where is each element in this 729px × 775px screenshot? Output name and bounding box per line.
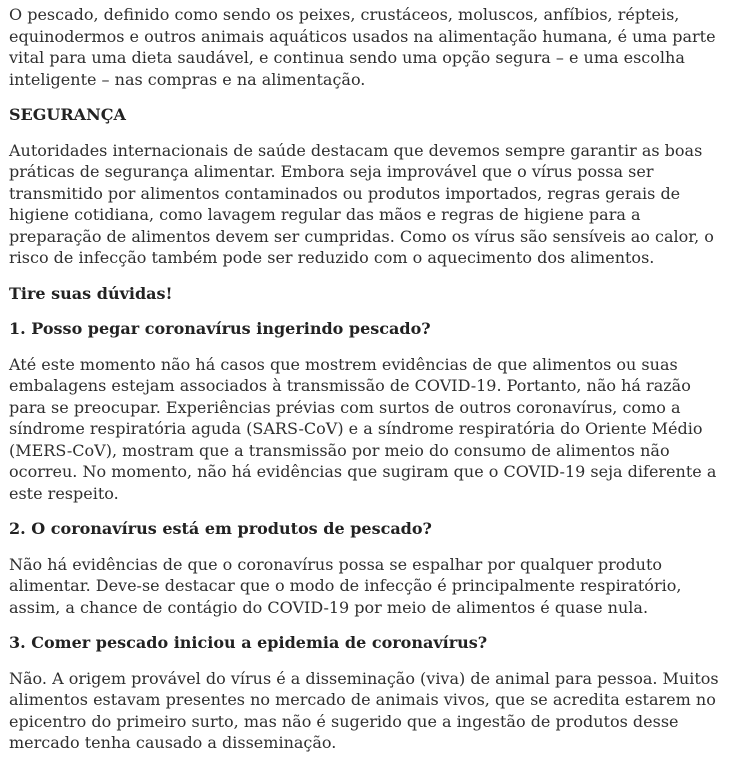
question-1: 1. Posso pegar coronavírus ingerindo pescado? — [9, 319, 431, 338]
question-2: 2. O coronavírus está em produtos de pescado? — [9, 519, 432, 538]
answer-1: Até este momento não há casos que mostrem evidências de que alimentos ou suas embalagens estejam associados à transmissão de COVID-19. Portanto, não há razão para se preocupar. Experiências prévias com surtos de outros coronavírus, como a síndrome respiratória aguda (SARS-CoV) e a síndrome respiratória do Oriente Médio (MERS-CoV), mostram que a transmissão por meio do consumo de alimentos não ocorreu. No momento, não há evidências que sugiram que o COVID-19 seja diferente a este respeito. — [9, 354, 717, 503]
answer-3: Não. A origem provável do vírus é a disseminação (viva) de animal para pessoa. Muitos alimentos estavam presentes no mercado de animais vivos, que se acredita estarem no epicentro do primeiro surto, mas não é sugerido que a ingestão de produtos desse mercado tenha causado a disseminação. — [9, 668, 719, 752]
question-3: 3. Comer pescado iniciou a epidemia de coronavírus? — [9, 633, 488, 652]
intro-paragraph: O pescado, definido como sendo os peixes, crustáceos, moluscos, anfíbios, répteis, equinodermos e outros animais aquáticos usados na alimentação humana, é uma parte vital para uma dieta saudável, e continua sendo uma opção segura – e uma escolha inteligente – nas compras e na alimentação. — [9, 5, 716, 89]
security-heading: SEGURANÇA — [9, 105, 126, 124]
answer-2: Não há evidências de que o coronavírus possa se espalhar por qualquer produto alimentar. Deve-se destacar que o modo de infecção é principalmente respiratório, assim, a chance de contágio do COVID-19 por meio de alimentos é quase nula. — [9, 554, 682, 617]
security-paragraph: Autoridades internacionais de saúde destacam que devemos sempre garantir as boas práticas de segurança alimentar. Embora seja improvável que o vírus possa ser transmitido por alimentos contaminados ou produtos importados, regras gerais de higiene cotidiana, como lavagem regular das mãos e regras de higiene para a preparação de alimentos devem ser cumpridas. Como os vírus são sensíveis ao calor, o risco de infecção também pode ser reduzido com o aquecimento dos alimentos. — [9, 140, 714, 267]
faq-heading: Tire suas dúvidas! — [9, 283, 173, 303]
